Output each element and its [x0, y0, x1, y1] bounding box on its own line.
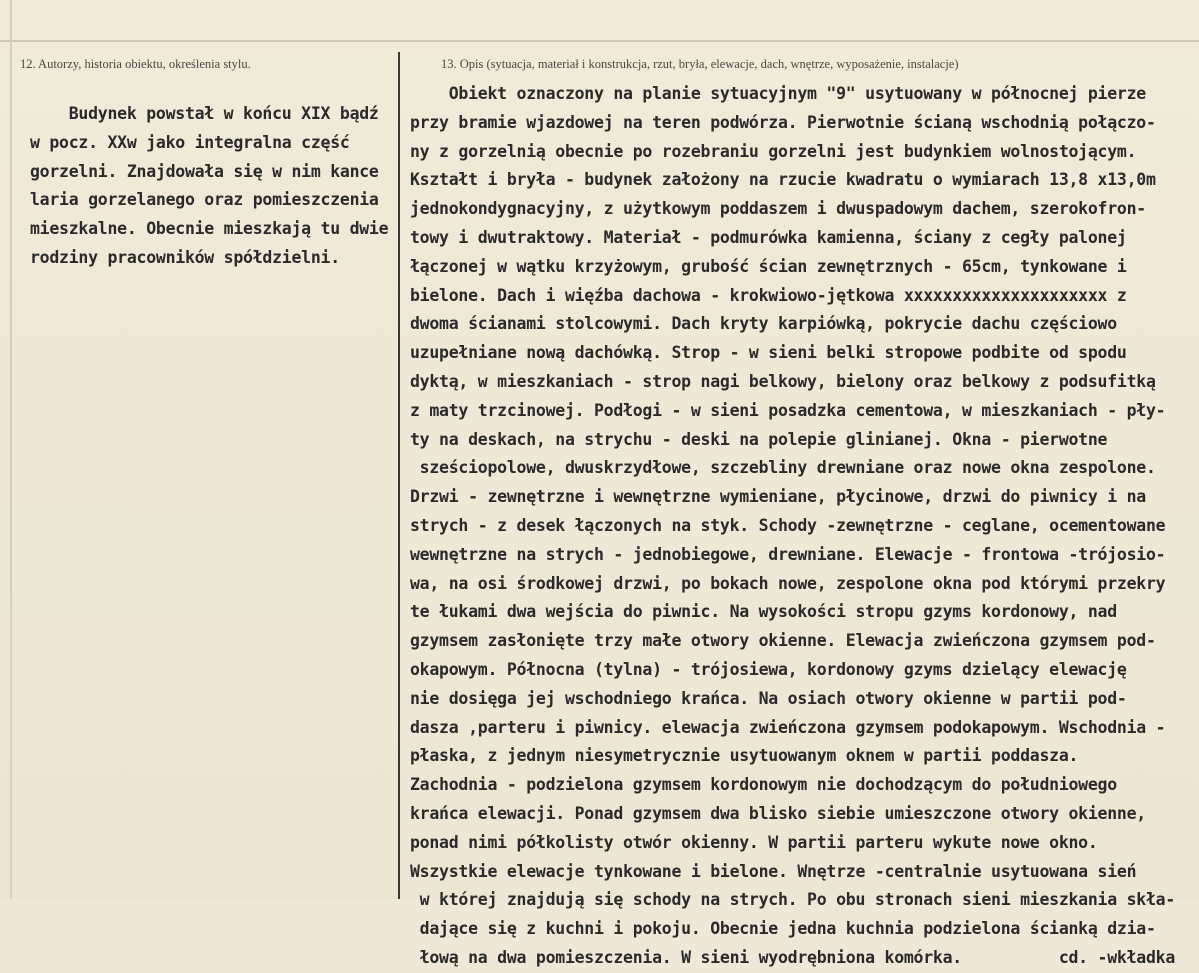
text-line: wewnętrzne na strych - jednobiegowe, drewniane. Elewacje - frontowa -trójosio-	[410, 544, 1166, 564]
text-line: dające się z kuchni i pokoju. Obecnie jedna kuchnia podzielona ścianką dzia-	[410, 919, 1156, 939]
text-line: dwoma ścianami stolcowymi. Dach kryty karpiówką, pokrycie dachu częściowo	[410, 314, 1117, 334]
text-line: dasza ,parteru i piwnicy. elewacja zwieńczona gzymsem podokapowym. Wschodnia -	[410, 717, 1166, 737]
text-line: gzymsem zasłonięte trzy małe otwory okienne. Elewacja zwieńczona gzymsem pod-	[410, 631, 1156, 651]
text-line: Zachodnia - podzielona gzymsem kordonowym nie dochodzącym do południowego	[410, 775, 1117, 795]
text-line: mieszkalne. Obecnie mieszkają tu dwie	[30, 219, 389, 239]
text-line: łączonej w wątku krzyżowym, grubość ścian zewnętrznych - 65cm, tynkowane i	[410, 256, 1127, 276]
text-line: Drzwi - zewnętrzne i wewnętrzne wymieniane, płycinowe, drzwi do piwnicy i na	[410, 487, 1146, 507]
text-line: gorzelni. Znajdowała się w nim kance	[30, 161, 379, 181]
text-line: laria gorzelanego oraz pomieszczenia	[30, 190, 379, 210]
section-13-header: 13. Opis (sytuacja, materiał i konstrukcja, rzut, bryła, elewacje, dach, wnętrze, wyposażenie, instalacje)	[441, 57, 959, 71]
left-edge	[10, 0, 12, 899]
text-line: ty na deskach, na strychu - deski na polepie glinianej. Okna - pierwotne	[410, 429, 1108, 449]
text-line: ponad nimi półkolisty otwór okienny. W partii parteru wykute nowe okno.	[410, 832, 1098, 852]
text-line: z maty trzcinowej. Podłogi - w sieni posadzka cementowa, w mieszkaniach - pły-	[410, 400, 1166, 420]
text-line: w której znajdują się schody na strych. Po obu stronach sieni mieszkania skła-	[410, 890, 1176, 910]
section-12-header: 12. Autorzy, historia obiektu, określenia stylu.	[20, 57, 251, 71]
text-line: jednokondygnacyjny, z użytkowym poddaszem i dwuspadowym dachem, szerokofron-	[410, 199, 1146, 219]
text-line: Wszystkie elewacje tynkowane i bielone. Wnętrze -centralnie usytuowana sień	[410, 861, 1137, 881]
column-divider	[398, 52, 400, 899]
text-line: w pocz. XXw jako integralna część	[30, 132, 350, 152]
text-line: te łukami dwa wejścia do piwnic. Na wysokości stropu gzyms kordonowy, nad	[410, 602, 1117, 622]
text-line: wa, na osi środkowej drzwi, po bokach nowe, zespolone okna pod którymi przekry	[410, 573, 1166, 593]
description-text	[410, 80, 1199, 973]
text-line: strych - z desek łączonych na styk. Schody -zewnętrzne - ceglane, ocementowane	[410, 515, 1166, 535]
text-line: okapowym. Północna (tylna) - trójosiewa, kordonowy gzyms dzielący elewację	[410, 659, 1127, 679]
text-line: krańca elewacji. Ponad gzymsem dwa blisko siebie umieszczone otwory okienne,	[410, 803, 1146, 823]
text-line: płaska, z jednym niesymetrycznie usytuowanym oknem w partii poddasza.	[410, 746, 1079, 766]
text-line: towy i dwutraktowy. Materiał - podmurówka kamienna, ściany z cegły palonej	[410, 227, 1127, 247]
text-line: Budynek powstał w końcu XIX bądź	[30, 104, 379, 123]
history-text	[30, 100, 388, 273]
text-line: uzupełniane nową dachówką. Strop - w sieni belki stropowe podbite od spodu	[410, 343, 1127, 363]
text-line: sześciopolowe, dwuskrzydłowe, szczebliny drewniane oraz nowe okna zespolone.	[410, 458, 1156, 478]
text-line: Obiekt oznaczony na planie sytuacyjnym "9" usytuowany w północnej pierze	[410, 84, 1146, 103]
text-line: ny z gorzelnią obecnie po rozebraniu gorzelni jest budynkiem wolnostojącym.	[410, 141, 1137, 161]
text-line: dyktą, w mieszkaniach - strop nagi belkowy, bielony oraz belkowy z podsufitką	[410, 371, 1156, 391]
top-rule	[0, 40, 1199, 42]
text-line: rodziny pracowników spółdzielni.	[30, 247, 340, 267]
text-line: łową na dwa pomieszczenia. W sieni wyodrębniona komórka. cd. -wkładka	[410, 947, 1176, 967]
text-line: przy bramie wjazdowej na teren podwórza. Pierwotnie ścianą wschodnią połączo-	[410, 112, 1156, 132]
text-line: Kształt i bryła - budynek założony na rzucie kwadratu o wymiarach 13,8 x13,0m	[410, 170, 1156, 190]
text-line: nie dosięga jej wschodniego krańca. Na osiach otwory okienne w partii pod-	[410, 688, 1127, 708]
text-line: bielone. Dach i więźba dachowa - krokwiowo-jętkowa xxxxxxxxxxxxxxxxxxxxx z	[410, 285, 1127, 305]
